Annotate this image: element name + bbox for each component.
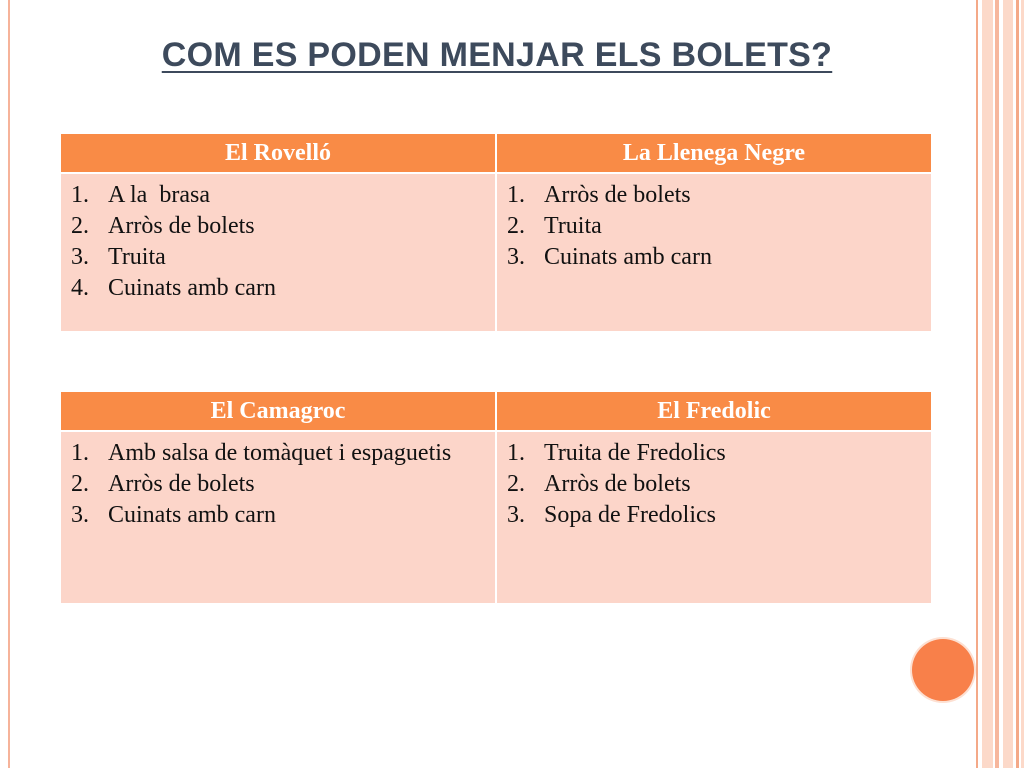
left-decorative-line: [8, 0, 10, 768]
table-header-rovello: El Rovelló: [61, 134, 495, 174]
table-header-camagroc: El Camagroc: [61, 392, 495, 432]
list-item: 3. Truita: [71, 244, 166, 270]
table-header-fredolic: El Fredolic: [497, 392, 931, 432]
slide-title: COM ES PODEN MENJAR ELS BOLETS?: [161, 36, 833, 74]
table-header-llenega-negre: La Llenega Negre: [497, 134, 931, 174]
list-item: 4. Cuinats amb carn: [71, 275, 276, 301]
table-cell-camagroc: [61, 432, 495, 603]
right-decorative-stripes: [976, 0, 1024, 768]
list-item: 3. Sopa de Fredolics: [507, 502, 716, 528]
table-cell-fredolic: [497, 432, 931, 603]
mushroom-table-1: [61, 134, 931, 331]
list-item: 2. Truita: [507, 213, 602, 239]
list-item: 2. Arròs de bolets: [71, 471, 255, 497]
list-item: 1. Arròs de bolets: [507, 182, 691, 208]
list-item: 3. Cuinats amb carn: [507, 244, 712, 270]
table-cell-rovello: [61, 174, 495, 331]
table-cell-llenega-negre: [497, 174, 931, 331]
list-item: 1. Truita de Fredolics: [507, 440, 726, 466]
list-item: 1. A la brasa: [71, 182, 210, 208]
list-item: 2. Arròs de bolets: [507, 471, 691, 497]
list-item: 1. Amb salsa de tomàquet i espaguetis: [71, 440, 452, 466]
list-item: 3. Cuinats amb carn: [71, 502, 276, 528]
list-item: 2. Arròs de bolets: [71, 213, 255, 239]
decorative-circle: [912, 639, 974, 701]
mushroom-table-2: [61, 392, 931, 603]
